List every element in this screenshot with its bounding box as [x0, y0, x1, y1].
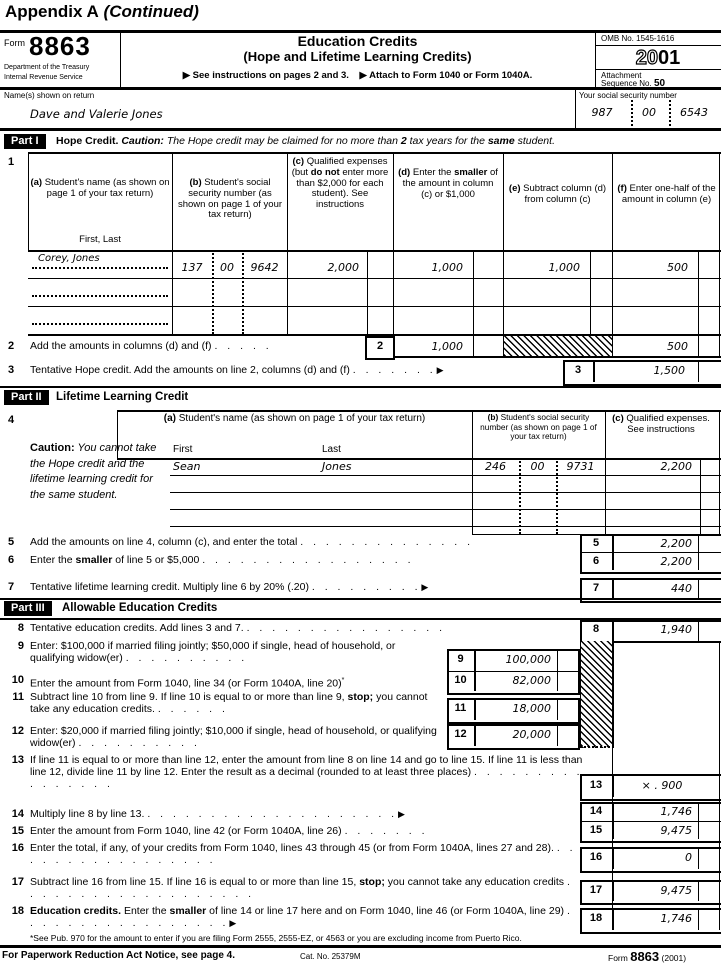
part1-caution-4: student.: [514, 135, 555, 147]
line9-number: 9: [17, 640, 24, 652]
tax-year-outline: 20: [635, 47, 658, 69]
line15-dots: . . . . . . .: [344, 825, 426, 837]
line6-pre: Enter the: [30, 554, 76, 566]
p1-v-bc: [287, 152, 288, 334]
p1-row1-col-c[interactable]: 2,000: [327, 261, 359, 274]
line6-box-number: 6: [592, 555, 600, 567]
p2-col-a-tag: (a): [163, 413, 176, 424]
part3-heading: Allowable Education Credits: [62, 602, 218, 614]
p1-v-left: [28, 152, 29, 250]
ssn-label: Your social security number: [579, 91, 677, 100]
p2-last-label: Last: [322, 444, 341, 455]
line15-number: 15: [11, 825, 24, 837]
line1415-mid-rule: [580, 821, 721, 822]
line18-v2: [698, 908, 699, 930]
p2-row1-col-c[interactable]: 2,200: [660, 460, 692, 473]
line4-caution: [30, 441, 162, 503]
line3-value[interactable]: 1,500: [653, 364, 685, 377]
p1-row1-name-field[interactable]: Corey, Jones: [38, 253, 100, 264]
line10-text: Enter the amount from Form 1040, line 34 (or Form 1040A, line 20): [30, 677, 342, 690]
p1-v-ef: [612, 152, 613, 334]
p1-row3-name-line: [32, 323, 168, 325]
part1-caution-3: tax years for the: [406, 135, 488, 147]
line18-mid: Enter the: [121, 905, 170, 917]
catalog-number: Cat. No. 25379M: [300, 952, 361, 961]
p1-col-a-tag: (a): [30, 177, 43, 188]
line10-asterisk: *: [341, 677, 345, 684]
line1-number: 1: [8, 156, 15, 168]
line5-box-number: 5: [592, 537, 600, 549]
name-ssn-divider: [575, 89, 576, 128]
p1-col-f-header: [615, 184, 718, 206]
line2-number: 2: [8, 340, 15, 352]
paperwork-notice: For Paperwork Reduction Act Notice, see page 4.: [2, 950, 236, 961]
line16-text: Enter the total, if any, of your credits from Form 1040, lines 43 through 45 (or from Form 1040A, lines 27 and 28).: [30, 842, 554, 854]
line10-label: [30, 675, 442, 690]
tax-year: [595, 47, 721, 70]
p2-col-b-tag: (b): [487, 412, 499, 422]
line11-bold: stop;: [347, 691, 374, 703]
line18-value[interactable]: 1,746: [660, 912, 692, 925]
line18-dots: . . . . . . . . . . . . . . . . .: [30, 905, 571, 929]
p1-col-c-bold: do not: [310, 166, 340, 178]
line12-value[interactable]: 20,000: [512, 728, 551, 741]
line11-label: [30, 692, 442, 716]
footer-form-year: (2001): [661, 953, 687, 963]
form-number: 8863: [29, 31, 91, 61]
line910-v2: [557, 649, 558, 691]
p1-col-a-sub: First, Last: [79, 234, 121, 245]
line17-post: you cannot take any education credits: [384, 876, 565, 888]
p1-col-f-tag: (f): [617, 183, 627, 194]
form-notes: [120, 70, 595, 81]
p1-v-right: [719, 152, 720, 334]
p2-v-right: [719, 410, 720, 534]
sequence-text: Sequence No.: [601, 79, 652, 88]
part3-badge: Part III: [4, 601, 52, 616]
p1-col-c-tag: (c): [292, 156, 305, 167]
line5-dots: . . . . . . . . . . . . . .: [300, 536, 472, 548]
line17-dots: . . . . . . . . . . . . . . . . . . .: [30, 876, 571, 900]
line16-label: [30, 843, 575, 867]
line14-dots: . . . . . . . . . . . . . . . . . . . .: [147, 808, 396, 820]
p1-col-f-text: Enter one-half of the amount in column (e): [621, 183, 716, 205]
p1-col-d-tag: (d): [398, 167, 411, 178]
line18-box-number: 18: [589, 912, 603, 924]
line7-dots: . . . . . . . . .: [311, 581, 419, 593]
line14-value[interactable]: 1,746: [660, 805, 692, 818]
line17-box-number: 17: [589, 884, 603, 896]
line3-dots: . . . . . . .: [352, 364, 434, 376]
p1-col-a-header: [30, 178, 170, 200]
part2-heading: Lifetime Learning Credit: [56, 391, 189, 403]
p2-row3-bottom: [170, 509, 721, 510]
p1-row1-ssn1[interactable]: 137: [181, 261, 203, 274]
line5-text: Add the amounts on line 4, column (c), and enter the total: [30, 536, 298, 548]
sequence-label: [601, 79, 665, 88]
line2-v1: [473, 336, 474, 356]
agency-line2: Internal Revenue Service: [4, 74, 83, 81]
p1-v-cd: [393, 152, 394, 334]
line3-text: Tentative Hope credit. Add the amounts on line 2, columns (d) and (f): [30, 364, 350, 376]
p1-col-d-pre: Enter the: [410, 167, 455, 178]
line17-bold: stop;: [359, 876, 385, 888]
name-row-bottom-rule: [0, 128, 721, 131]
form-word: Form: [4, 38, 25, 48]
p1-col-b-header: [175, 178, 285, 221]
line18-number: 18: [11, 905, 24, 917]
line2-text: Add the amounts in columns (d) and (f): [30, 340, 212, 352]
p1-cents-e: [590, 250, 591, 334]
line8-label: [30, 623, 443, 635]
p1-row1-name-line: [32, 267, 168, 269]
line14-label: [30, 809, 405, 821]
part1-badge: Part I: [4, 134, 46, 149]
line2-v4: [698, 336, 699, 356]
appendix-title-continued: (Continued): [98, 2, 199, 21]
attachment-label: Attachment: [601, 71, 642, 80]
line2-value-d[interactable]: 1,000: [431, 340, 463, 353]
p1-row1-col-d[interactable]: 1,000: [431, 261, 463, 274]
line18-bold2: smaller: [169, 905, 207, 917]
line5-value[interactable]: 2,200: [660, 537, 692, 550]
footer-rule: [0, 945, 721, 948]
p2-first-label: First: [173, 444, 193, 455]
p2-col-b-text: Student's social security number (as shown on page 1 of your tax return): [480, 412, 597, 442]
line8-text: Tentative education credits. Add lines 3 and 7.: [30, 622, 244, 634]
p1-v-de: [503, 152, 504, 334]
line14-box-number: 14: [589, 805, 603, 817]
p1-col-e-tag: (e): [508, 183, 521, 194]
line10-box-number: 10: [454, 674, 467, 686]
line9-box-number: 9: [457, 653, 464, 665]
line11-post: you cannot take any education credits.: [30, 691, 428, 715]
line11-dots: . . . . . .: [157, 702, 226, 715]
p1-col-a-text: Student's name (as shown on page 1 of your tax return): [42, 177, 170, 199]
name-label: Name(s) shown on return: [4, 91, 95, 100]
footer-form-word: Form: [608, 953, 628, 963]
part1-caution-2: 2: [400, 135, 407, 147]
part2-badge: Part II: [4, 390, 49, 405]
p1-col-e-text: Subtract column (d) from column (c): [520, 183, 607, 205]
p1-col-e-header: [506, 184, 609, 206]
appendix-title: [5, 2, 199, 22]
line3-v2: [698, 360, 699, 382]
line5-label: [30, 537, 471, 549]
p1-col-b-tag: (b): [189, 177, 202, 188]
line2-bottom-rule: [393, 356, 721, 358]
line13-dots: . . . . . . . . . . . . . . . .: [30, 765, 581, 790]
line2-v5: [719, 336, 720, 356]
line9-value[interactable]: 100,000: [505, 653, 551, 666]
p1-cents-d: [473, 250, 474, 334]
footer-form-number: 8863: [630, 949, 660, 963]
p2-row1-ssn3[interactable]: 9731: [566, 460, 595, 473]
line5-number: 5: [8, 536, 15, 548]
line9-label: [30, 641, 442, 665]
p2-row1-bottom: [170, 475, 721, 476]
p2-col-b-header: [475, 413, 602, 442]
line8-v2: [698, 620, 699, 641]
line7-box-number: 7: [592, 582, 600, 594]
line18-post: of line 14 or line 17 here and on Form 1040, line 46 (or Form 1040A, line 29): [206, 905, 565, 917]
p2-col-c-header: [608, 414, 714, 436]
part1-heading-title: Hope Credit.: [56, 135, 119, 147]
p1-row1-ssn2[interactable]: 00: [220, 261, 234, 274]
p1-row1-col-e[interactable]: 1,000: [548, 261, 580, 274]
p2-table-top: [117, 410, 721, 412]
part1-caution-1: The Hope credit may be claimed for no more than: [166, 135, 401, 147]
p2-col-a-header: [117, 414, 472, 425]
taxpayer-ssn-2[interactable]: 00: [642, 106, 656, 119]
line16-box-number: 16: [589, 851, 603, 863]
p2-row1-last-field[interactable]: Jones: [322, 460, 352, 473]
line6-bold: smaller: [75, 554, 113, 566]
p2-row1-ssn1[interactable]: 246: [485, 460, 506, 473]
line12-dots: . . . . . . . . . .: [78, 736, 198, 749]
line56-mid-rule: [580, 552, 721, 553]
p2-cents-c: [700, 458, 701, 534]
line7-number: 7: [8, 581, 15, 593]
form-title-line1: Education Credits: [297, 33, 418, 49]
line14-arrow-icon: ▶: [398, 809, 405, 819]
line7-v2: [698, 578, 699, 599]
p1-v-ab: [172, 152, 173, 334]
line11-value[interactable]: 18,000: [512, 702, 551, 715]
part1-caution-same: same: [487, 135, 515, 147]
line6-dots: . . . . . . . . . . . . . . . . .: [202, 554, 412, 566]
agency-line1: Department of the Treasury: [4, 64, 90, 71]
line7-label: [30, 582, 428, 594]
line17-v2: [698, 880, 699, 901]
taxpayer-ssn-3[interactable]: 6543: [680, 106, 708, 119]
p1-col-c-post: enter more than $2,000 for each student). See instructions: [296, 166, 389, 211]
line17-pre: Subtract line 16 from line 15. If line 16 is equal to or more than line 15,: [30, 876, 360, 888]
line3-number: 3: [8, 364, 15, 376]
line3-box-number: 3: [574, 364, 582, 376]
p1-cents-c: [367, 250, 368, 334]
see-instructions-note: ▶ See instructions on pages 2 and 3.: [182, 70, 349, 81]
p1-table-top: [28, 152, 721, 154]
p1-row2-name-line: [32, 295, 168, 297]
line15-text: Enter the amount from Form 1040, line 42 (or Form 1040A, line 26): [30, 825, 342, 837]
p1-header-bottom: [28, 250, 721, 252]
part3-hatched-strip: [580, 641, 614, 748]
line8-box-number: 8: [592, 623, 600, 635]
line15-box-number: 15: [589, 824, 603, 836]
line6-number: 6: [8, 554, 15, 566]
line7-value[interactable]: 440: [671, 582, 692, 595]
line18-label: [30, 906, 575, 930]
line16-dots: . . . . . . . . . . . . . . . . .: [30, 842, 574, 866]
line2-dots: . . . . .: [214, 340, 270, 352]
line6-post: of line 5 or $5,000: [112, 554, 200, 566]
appendix-title-main: Appendix A: [5, 2, 99, 21]
line4-number: 4: [8, 414, 15, 426]
line13-box-number: 13: [589, 779, 603, 791]
line3-arrow-icon: ▶: [436, 365, 444, 375]
line2-hatched-area: [504, 336, 612, 356]
p1-row1-ssn3[interactable]: 9642: [250, 261, 279, 274]
part3-top-rule: [0, 598, 721, 600]
attach-note: ▶ Attach to Form 1040 or Form 1040A.: [359, 70, 533, 81]
line11-number: 11: [12, 691, 24, 703]
line13-number: 13: [11, 754, 24, 766]
line6-value[interactable]: 2,200: [660, 555, 692, 568]
footer-form-id: [608, 949, 686, 963]
p1-col-c-header: [290, 157, 390, 211]
line6-label: [30, 555, 412, 567]
line14-number: 14: [11, 808, 24, 820]
line9-text: Enter: $100,000 if married filing jointly; $50,000 if single, head of household, or qualifying widow(er): [30, 640, 396, 664]
p1-col-d-post: of the amount in column (c) or $1,000: [402, 167, 498, 200]
tax-year-solid: 01: [658, 47, 681, 69]
line1415-v2: [698, 802, 699, 839]
p1-row1-bottom: [28, 278, 721, 279]
p1-col-d-bold: smaller: [454, 167, 488, 178]
line2-label: [30, 341, 270, 353]
form-title-line2: (Hope and Lifetime Learning Credits): [243, 49, 472, 64]
line12-number: 12: [11, 725, 24, 737]
line910-mid-rule: [447, 671, 578, 672]
line17-label: [30, 877, 575, 901]
omb-divider: [595, 45, 721, 46]
line12-box-number: 12: [454, 728, 467, 740]
line56-v2: [698, 534, 699, 570]
p2-col-c-tag: (c): [612, 413, 624, 424]
p2-row1-ssn2[interactable]: 00: [530, 460, 545, 473]
line12-text: Enter: $20,000 if married filing jointly; $10,000 if single, head of household, or qualifying widow(er): [30, 725, 437, 749]
p1-row1-col-f[interactable]: 500: [667, 261, 688, 274]
taxpayer-name-field[interactable]: Dave and Valerie Jones: [30, 107, 163, 121]
line18-bold1: Education credits.: [30, 905, 122, 917]
p2-row4-bottom: [170, 526, 721, 527]
line7-text: Tentative lifetime learning credit. Multiply line 6 by 20% (.20): [30, 581, 309, 593]
p1-row2-bottom: [28, 306, 721, 307]
line11-box-number: 11: [454, 702, 467, 714]
line15-label: [30, 826, 426, 838]
omb-number: OMB No. 1545-1616: [601, 34, 675, 43]
p1-col-b-text: Student's social security number (as shown on page 1 of your tax return): [177, 177, 283, 221]
part1-heading: [56, 136, 716, 148]
line4-caution-text: You cannot take the Hope credit and the lifetime learning credit for the same student.: [30, 442, 157, 501]
p1-col-d-header: [396, 168, 500, 200]
line14-text: Multiply line 8 by line 13.: [30, 808, 145, 820]
p1-col-c-pre: Qualified expenses (but: [291, 156, 388, 178]
line13-text: If line 11 is equal to or more than line 12, enter the amount from line 8 on line 14 and go to line 15. If line 11 is less than line 12, divide line 11 by line 12. Enter the result as a decimal (rounded to at least three places): [30, 754, 583, 778]
line16-value[interactable]: 0: [685, 851, 692, 864]
p1-cents-f: [698, 250, 699, 334]
line8-value[interactable]: 1,940: [660, 623, 692, 636]
line12-v2: [557, 724, 558, 746]
year-divider: [595, 69, 721, 70]
line18-arrow-icon: ▶: [229, 917, 237, 928]
line9-dots: . . . . . . . . . .: [125, 651, 246, 664]
line2-box-number: 2: [365, 336, 395, 360]
line7-arrow-icon: ▶: [421, 582, 429, 592]
sequence-number: 50: [653, 78, 666, 89]
p2-row2-bottom: [170, 492, 721, 493]
line10-number: 10: [11, 674, 24, 686]
line8-number: 8: [17, 622, 24, 634]
line16-number: 16: [11, 842, 24, 854]
line13-value[interactable]: × . 900: [641, 779, 683, 792]
line11-v2: [557, 698, 558, 720]
line16-v2: [698, 847, 699, 869]
p2-col-c-text: Qualified expenses. See instructions: [623, 413, 710, 435]
line10-value[interactable]: 82,000: [512, 674, 551, 687]
line17-number: 17: [11, 876, 24, 888]
pub970-footnote: *See Pub. 970 for the amount to enter if you are filing Form 2555, 2555-EZ, or 4563 or you are excluding income from Puerto Rico.: [30, 933, 522, 943]
line2-value-f[interactable]: 500: [667, 340, 688, 353]
part1-caution-label: Caution:: [121, 135, 164, 147]
p2-row1-first-field[interactable]: Sean: [173, 460, 201, 473]
line15-value[interactable]: 9,475: [660, 824, 692, 837]
line17-value[interactable]: 9,475: [660, 884, 692, 897]
line8-dots: . . . . . . . . . . . . . . . .: [246, 622, 443, 634]
line12-label: [30, 726, 442, 750]
part2-top-rule: [0, 386, 721, 388]
line13-label: [30, 755, 590, 790]
line11-pre: Subtract line 10 from line 9. If line 10 is equal to or more than line 9,: [30, 691, 348, 703]
line4-caution-label: Caution:: [30, 442, 75, 454]
line3-label: [30, 365, 444, 377]
taxpayer-ssn-1[interactable]: 987: [591, 106, 613, 119]
p2-col-a-text: Student's name (as shown on page 1 of your tax return): [175, 413, 426, 424]
